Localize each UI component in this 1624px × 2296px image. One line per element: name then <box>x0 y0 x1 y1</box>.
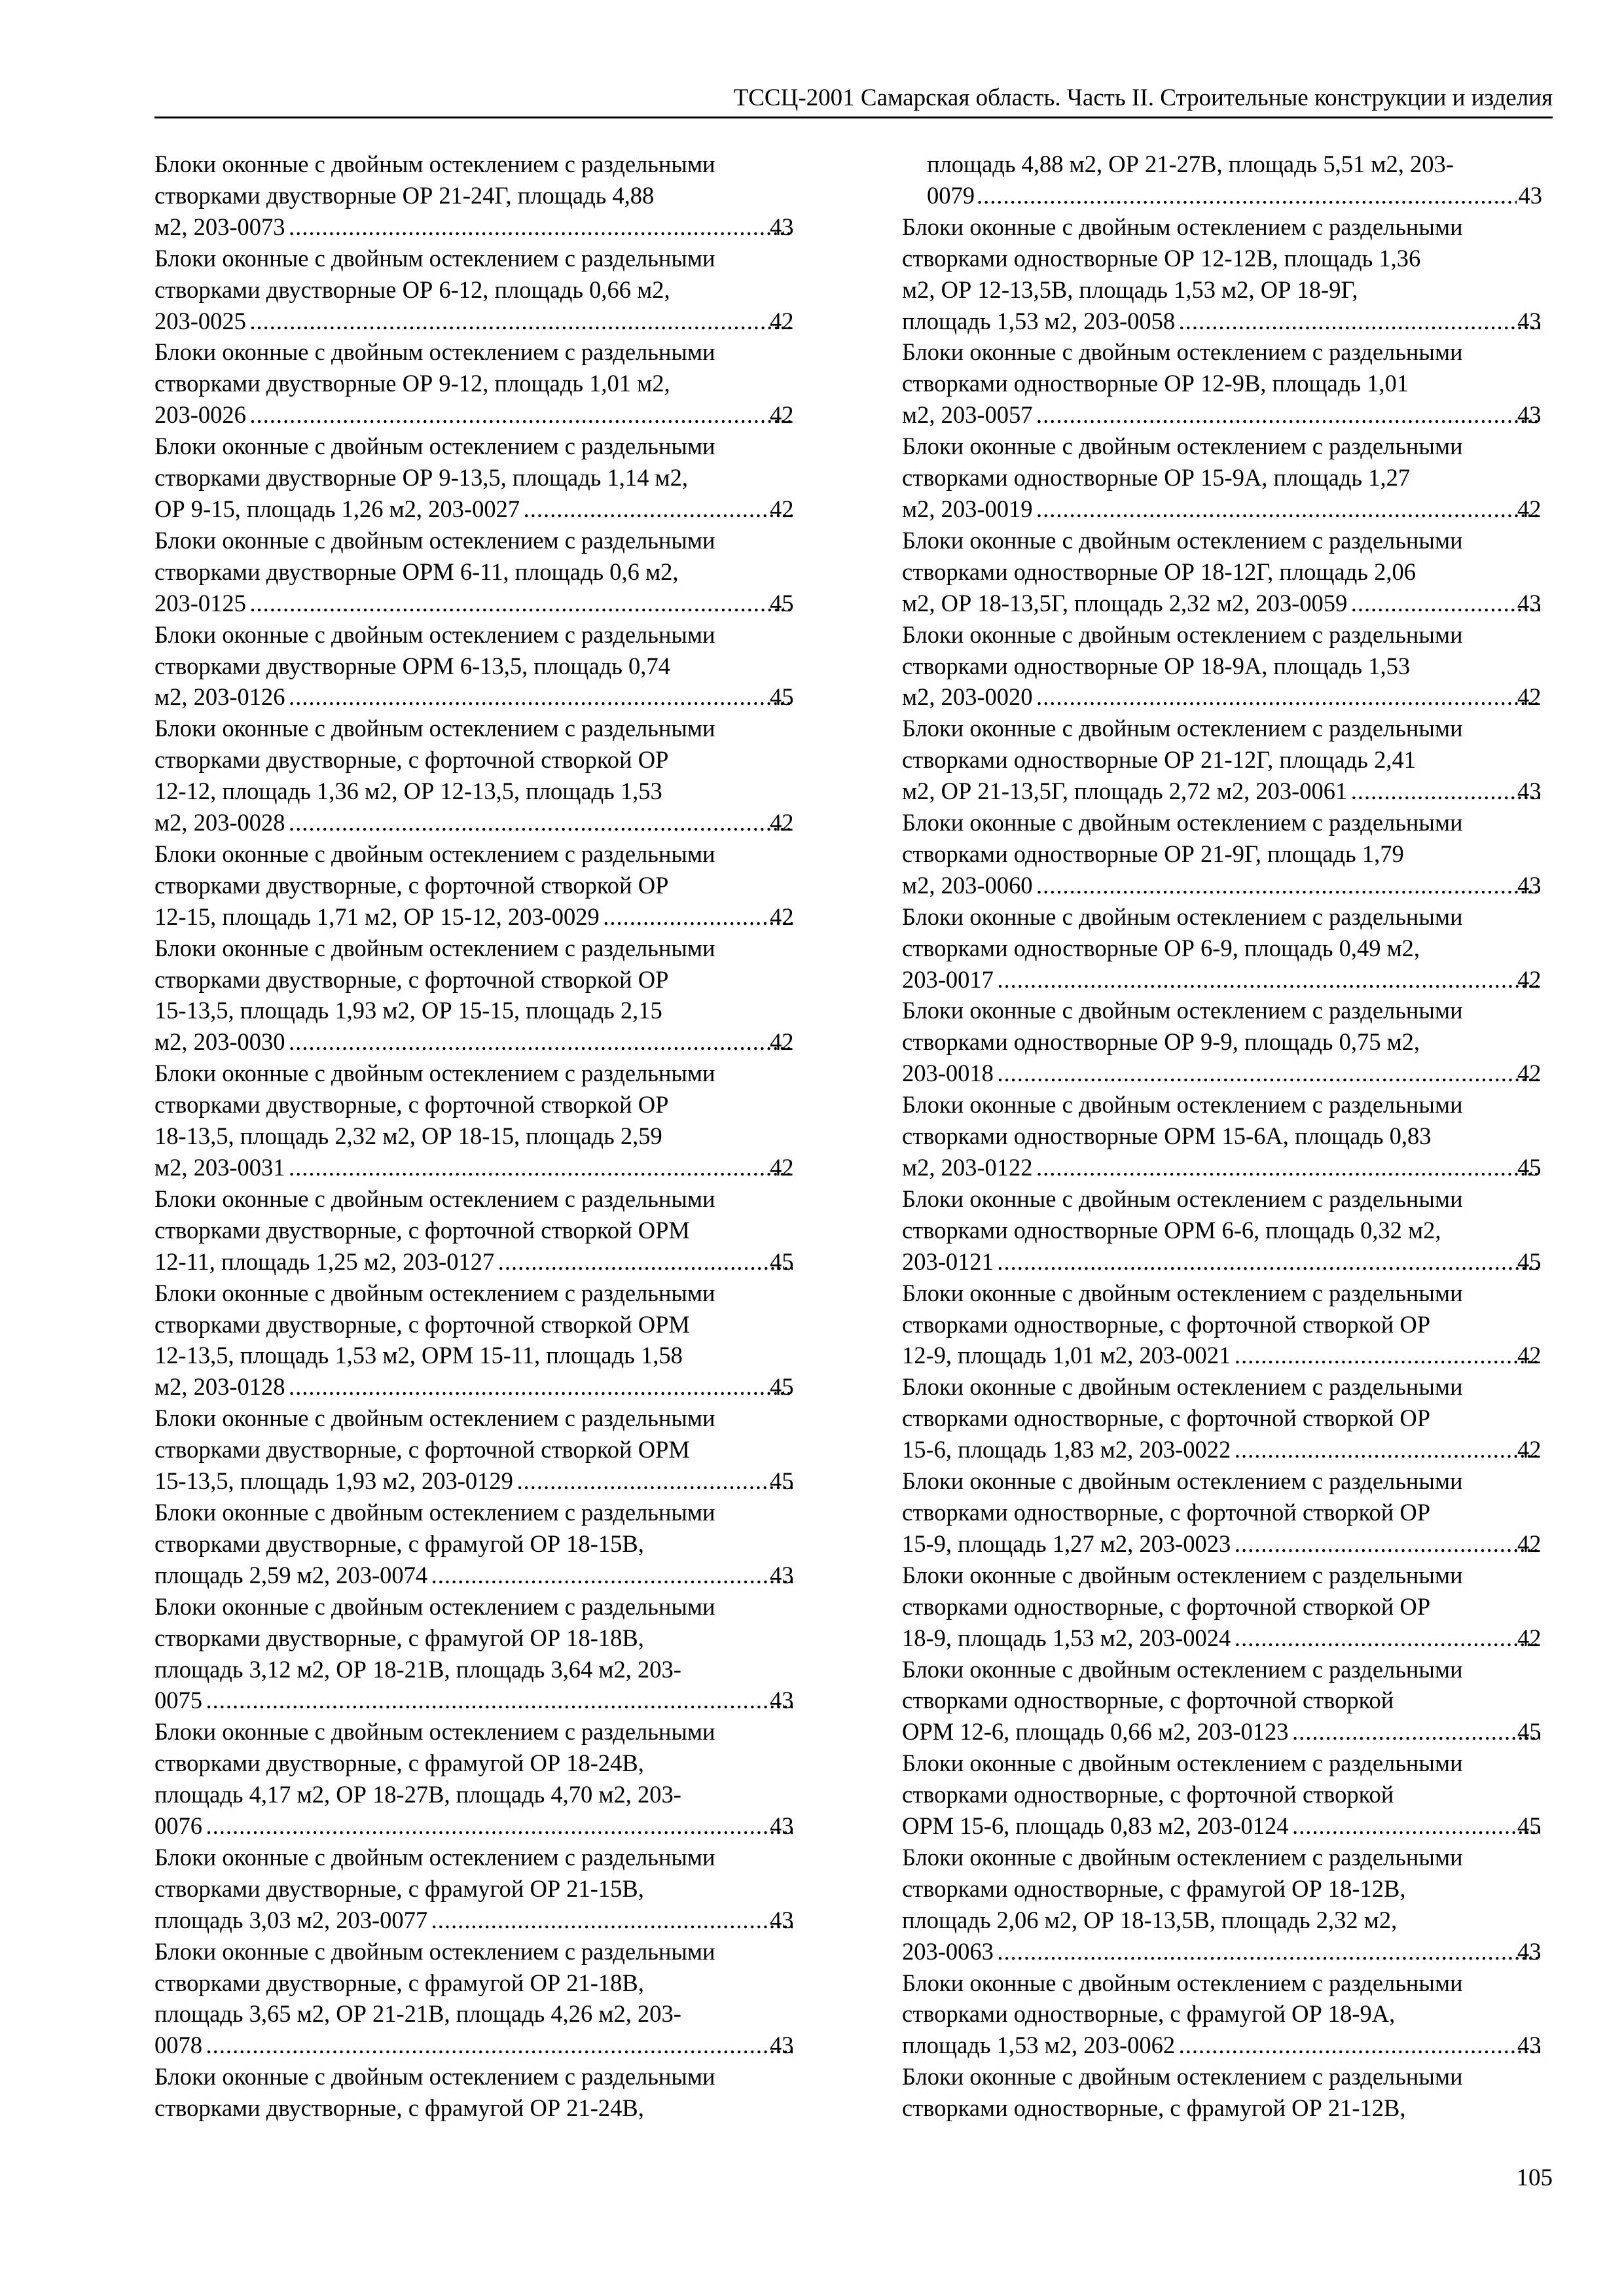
index-entry <box>902 2061 1542 2124</box>
entry-text-line: створками двустворные ОРМ 6-11, площадь 0,6 м2, <box>154 558 679 585</box>
dot-leader <box>515 1465 793 1497</box>
entry-text-line: Блоки оконные с двойным остеклением с раздельными <box>902 1843 1463 1871</box>
entry-text-line: Блоки оконные с двойным остеклением с раздельными <box>902 903 1463 930</box>
entry-text-line: 12-13,5, площадь 1,53 м2, ОРМ 15-11, площадь 1,58 <box>154 1342 683 1369</box>
entry-leader-line: ОРМ 15-6, площадь 0,83 м2, 203-0124 ..... 45 <box>927 1810 1542 1842</box>
entry-leader-line: м2, 203-0019 ..... 42 <box>927 493 1542 525</box>
entry-code-text: 203-0025 <box>154 307 246 334</box>
dot-leader <box>1177 2030 1540 2061</box>
entry-text-line: 18-13,5, площадь 2,32 м2, ОР 18-15, площадь 2,59 <box>154 1122 662 1150</box>
index-entry <box>154 1278 795 1403</box>
entry-text-line: Блоки оконные с двойным остеклением с раздельными <box>154 244 715 272</box>
entry-text-line: створками одностворные ОР 18-9А, площадь 1,53 <box>902 652 1411 679</box>
entry-text-line: створками двустворные ОР 6-12, площадь 0,66 м2, <box>154 276 670 303</box>
index-entry <box>902 901 1542 996</box>
dot-leader <box>429 1905 793 1936</box>
entry-text-line: Блоки оконные с двойным остеклением с раздельными <box>902 2063 1463 2090</box>
entry-code-text: м2, 203-0028 <box>154 809 285 836</box>
page-number: 105 <box>1516 2164 1553 2191</box>
entry-text-line: Блоки оконные с двойным остеклением с раздельными <box>154 2063 715 2090</box>
entry-text-line: створками двустворные, с фрамугой ОР 21-15В, <box>154 1874 644 1902</box>
entry-code-text: м2, 203-0031 <box>154 1154 285 1181</box>
index-entry <box>154 1497 795 1591</box>
entry-text-line: Блоки оконные с двойным остеклением с раздельными <box>154 1592 715 1620</box>
entry-text-line: створками одностворные ОР 21-12Г, площадь 2,41 <box>902 746 1416 774</box>
entry-code-text: 203-0121 <box>902 1247 994 1275</box>
entry-text-line: 12-12, площадь 1,36 м2, ОР 12-13,5, площадь 1,53 <box>154 778 662 805</box>
entry-code-text: м2, 203-0060 <box>902 871 1033 899</box>
index-entry <box>154 1058 795 1183</box>
entry-leader-line: м2, 203-0122 ..... 45 <box>927 1152 1542 1183</box>
entry-text-line: створками одностворные, с форточной створкой ОР <box>902 1592 1431 1620</box>
entry-leader-line: м2, 203-0126 ..... 45 <box>179 681 795 713</box>
entry-text-line: створками одностворные ОР 15-9А, площадь 1,27 <box>902 464 1411 492</box>
entry-text-line: Блоки оконные с двойным остеклением с раздельными <box>902 620 1463 648</box>
dot-leader <box>287 1026 793 1058</box>
entry-leader-line: м2, ОР 21-13,5Г, площадь 2,72 м2, 203-0061 ..... 43 <box>927 776 1542 807</box>
entry-leader-line: 203-0018 ..... 42 <box>927 1058 1542 1089</box>
dot-leader <box>1035 681 1540 713</box>
entry-leader-line: 203-0125 ..... 45 <box>179 588 795 619</box>
index-entry <box>902 431 1542 525</box>
entry-leader-line: 15-13,5, площадь 1,93 м2, 203-0129 ..... 45 <box>179 1465 795 1497</box>
entry-leader-line: 0076 ..... 43 <box>179 1810 795 1842</box>
entry-code-text: 0078 <box>154 2032 202 2059</box>
entry-text-line: створками двустворные ОР 21-24Г, площадь 4,88 <box>154 181 655 209</box>
index-entry <box>902 1560 1542 1654</box>
entry-text-line: Блоки оконные с двойным остеклением с раздельными <box>154 1279 715 1306</box>
index-entry <box>902 807 1542 901</box>
entry-text-line: Блоки оконные с двойным остеклением с раздельными <box>902 338 1463 366</box>
entry-text-line: Блоки оконные с двойным остеклением с раздельными <box>154 1498 715 1526</box>
entry-code-text: 12-15, площадь 1,71 м2, ОР 15-12, 203-0029 <box>154 903 600 930</box>
entry-leader-line: м2, 203-0031 ..... 42 <box>179 1152 795 1183</box>
entry-text-line: створками двустворные ОРМ 6-13,5, площадь 0,74 <box>154 652 670 679</box>
entry-code-text: м2, ОР 18-13,5Г, площадь 2,32 м2, 203-0059 <box>902 589 1348 617</box>
entry-text-line: створками одностворные ОРМ 6-6, площадь 0,32 м2, <box>902 1216 1441 1244</box>
entry-code-text: 0076 <box>154 1812 202 1840</box>
entry-leader-line: 203-0063 ..... 43 <box>927 1936 1542 1967</box>
entry-code-text: площадь 3,03 м2, 203-0077 <box>154 1906 428 1933</box>
entry-code-text: м2, 203-0030 <box>154 1028 285 1056</box>
dot-leader <box>204 2030 793 2061</box>
index-entry <box>902 1465 1542 1560</box>
entry-leader-line: 203-0017 ..... 42 <box>927 964 1542 996</box>
dot-leader <box>204 1810 793 1842</box>
dot-leader <box>1233 1623 1540 1654</box>
index-entry <box>154 933 795 1058</box>
index-entry <box>154 619 795 713</box>
entry-code-text: м2, 203-0073 <box>154 213 285 240</box>
dot-leader <box>996 1246 1540 1278</box>
dot-leader <box>248 399 793 431</box>
dot-leader <box>1035 1152 1540 1183</box>
entry-text-line: Блоки оконные с двойным остеклением с раздельными <box>902 433 1463 460</box>
entry-text-line: Блоки оконные с двойным остеклением с раздельными <box>902 1561 1463 1588</box>
entry-text-line: Блоки оконные с двойным остеклением с раздельными <box>902 213 1463 240</box>
entry-leader-line: 15-9, площадь 1,27 м2, 203-0023 ..... 42 <box>927 1528 1542 1560</box>
index-entry <box>154 149 795 243</box>
entry-leader-line: м2, 203-0128 ..... 45 <box>179 1371 795 1403</box>
entry-code-text: 203-0026 <box>154 401 246 429</box>
index-column-left <box>154 149 795 2124</box>
entry-text-line: створками двустворные, с форточной створкой ОРМ <box>154 1436 690 1463</box>
entry-text-line: Блоки оконные с двойным остеклением с раздельными <box>154 1185 715 1212</box>
entry-text-line: створками одностворные, с форточной створкой ОР <box>902 1498 1431 1526</box>
entry-leader-line: 203-0121 ..... 45 <box>927 1246 1542 1278</box>
entry-code-text: м2, 203-0020 <box>902 683 1033 711</box>
entry-text-line: площадь 4,88 м2, ОР 21-27В, площадь 5,51 м2, 203- <box>927 151 1454 177</box>
index-entry <box>902 1371 1542 1465</box>
entry-code-text: ОР 9-15, площадь 1,26 м2, 203-0027 <box>154 495 520 522</box>
entry-leader-line: площадь 1,53 м2, 203-0058 ..... 43 <box>927 306 1542 337</box>
entry-leader-line: 203-0025 ..... 42 <box>179 306 795 337</box>
entry-leader-line: м2, ОР 18-13,5Г, площадь 2,32 м2, 203-0059 ..... 43 <box>927 588 1542 619</box>
entry-code-text: площадь 1,53 м2, 203-0058 <box>902 307 1176 334</box>
entry-leader-line: м2, 203-0030 ..... 42 <box>179 1026 795 1058</box>
entry-leader-line: площадь 2,59 м2, 203-0074 ..... 43 <box>179 1560 795 1591</box>
dot-leader <box>1177 306 1540 337</box>
dot-leader <box>1035 399 1540 431</box>
entry-leader-line: м2, 203-0073 ..... 43 <box>179 211 795 243</box>
dot-leader <box>602 901 793 933</box>
entry-code-text: ОРМ 12-6, площадь 0,66 м2, 203-0123 <box>902 1718 1289 1746</box>
entry-text-line: створками двустворные, с фрамугой ОР 18-24В, <box>154 1749 644 1777</box>
entry-text-line: Блоки оконные с двойным остеклением с раздельными <box>154 526 715 554</box>
index-entry <box>902 211 1542 337</box>
dot-leader <box>287 807 793 838</box>
dot-leader <box>1035 493 1540 525</box>
entry-text-line: Блоки оконные с двойным остеклением с раздельными <box>902 526 1463 554</box>
entry-text-line: створками одностворные, с форточной створкой <box>902 1781 1394 1808</box>
entry-text-line: створками одностворные ОР 21-9Г, площадь 1,79 <box>902 840 1404 867</box>
index-entry <box>902 1654 1542 1748</box>
entry-code-text: м2, 203-0128 <box>154 1373 285 1401</box>
dot-leader <box>287 211 793 243</box>
index-entry <box>154 713 795 838</box>
entry-text-line: створками одностворные ОР 6-9, площадь 0,49 м2, <box>902 934 1420 961</box>
index-entry <box>154 1936 795 2062</box>
entry-text-line: площадь 2,06 м2, ОР 18-13,5В, площадь 2,32 м2, <box>902 1906 1398 1933</box>
index-entry <box>902 525 1542 619</box>
entry-leader-line: м2, 203-0020 ..... 42 <box>927 681 1542 713</box>
entry-text-line: Блоки оконные с двойным остеклением с раздельными <box>902 1373 1463 1401</box>
index-entry <box>154 1842 795 1936</box>
entry-text-line: створками одностворные, с форточной створкой <box>902 1687 1394 1714</box>
entry-text-line: Блоки оконные с двойным остеклением с раздельными <box>154 1405 715 1432</box>
index-entry <box>154 243 795 337</box>
entry-leader-line: 0075 ..... 43 <box>179 1685 795 1716</box>
entry-text-line: Блоки оконные с двойным остеклением с раздельными <box>902 1969 1463 1996</box>
entry-text-line: Блоки оконные с двойным остеклением с раздельными <box>154 338 715 366</box>
index-entry <box>154 838 795 933</box>
dot-leader <box>287 1152 793 1183</box>
entry-text-line: створками двустворные, с форточной створкой ОРМ <box>154 1216 690 1244</box>
entry-text-line: Блоки оконные с двойным остеклением с раздельными <box>902 809 1463 836</box>
entry-leader-line: ОРМ 12-6, площадь 0,66 м2, 203-0123 ..... 45 <box>927 1716 1542 1748</box>
index-entry <box>902 1967 1542 2062</box>
entry-text-line: Блоки оконные с двойным остеклением с раздельными <box>902 715 1463 742</box>
entry-text-line: створками двустворные, с фрамугой ОР 21-24В, <box>154 2094 644 2122</box>
entry-code-text: м2, 203-0019 <box>902 495 1033 522</box>
entry-leader-line: 12-9, площадь 1,01 м2, 203-0021 ..... 42 <box>927 1340 1542 1371</box>
entry-text-line: створками двустворные, с форточной створкой ОР <box>154 746 669 774</box>
index-entry <box>902 1089 1542 1183</box>
dot-leader <box>996 964 1540 996</box>
dot-leader <box>1035 870 1540 901</box>
index-entry <box>154 2061 795 2124</box>
entry-code-text: 15-9, площадь 1,27 м2, 203-0023 <box>902 1530 1231 1557</box>
entry-text-line: Блоки оконные с двойным остеклением с раздельными <box>154 1718 715 1746</box>
index-entry <box>154 525 795 619</box>
entry-leader-line: м2, 203-0028 ..... 42 <box>179 807 795 838</box>
entry-code-text: 203-0063 <box>902 1937 994 1965</box>
entry-text-line: Блоки оконные с двойным остеклением с раздельными <box>902 1655 1463 1683</box>
index-entry <box>902 1278 1542 1372</box>
entry-text-line: створками двустворные ОР 9-12, площадь 1,01 м2, <box>154 370 670 397</box>
dot-leader <box>1349 776 1540 807</box>
dot-leader <box>1233 1340 1540 1371</box>
entry-text-line: створками двустворные, с фрамугой ОР 21-18В, <box>154 1969 644 1996</box>
entry-code-text: 203-0125 <box>154 589 246 617</box>
index-entry <box>154 431 795 525</box>
entry-text-line: Блоки оконные с двойным остеклением с раздельными <box>154 433 715 460</box>
entry-text-line: Блоки оконные с двойным остеклением с раздельными <box>154 1843 715 1871</box>
index-entry <box>902 713 1542 807</box>
entry-code-text: м2, 203-0122 <box>902 1154 1033 1181</box>
entry-text-line: створками одностворные ОР 12-9В, площадь 1,01 <box>902 370 1409 397</box>
entry-text-line: Блоки оконные с двойным остеклением с раздельными <box>902 1467 1463 1495</box>
entry-leader-line: 15-6, площадь 1,83 м2, 203-0022 ..... 42 <box>927 1434 1542 1465</box>
entry-code-text: м2, 203-0126 <box>154 683 285 711</box>
entry-text-line: створками двустворные, с форточной створкой ОРМ <box>154 1310 690 1338</box>
entry-code-text: 12-11, площадь 1,25 м2, 203-0127 <box>154 1247 495 1275</box>
index-entry <box>902 995 1542 1089</box>
running-header: ТССЦ-2001 Самарская область. Часть II. Строительные конструкции и изделия <box>733 84 1553 111</box>
index-entry <box>902 149 1542 211</box>
index-column-right <box>902 149 1542 2124</box>
entry-code-text: м2, ОР 21-13,5Г, площадь 2,72 м2, 203-0061 <box>902 778 1348 805</box>
index-entry <box>154 1716 795 1842</box>
entry-leader-line: 12-11, площадь 1,25 м2, 203-0127 ..... 45 <box>179 1246 795 1278</box>
entry-code-text: 15-13,5, площадь 1,93 м2, 203-0129 <box>154 1467 513 1495</box>
entry-text-line: Блоки оконные с двойным остеклением с раздельными <box>902 1185 1463 1212</box>
dot-leader <box>977 180 1517 211</box>
entry-text-line: створками одностворные, с фрамугой ОР 18-12В, <box>902 1874 1406 1902</box>
index-entry <box>902 1842 1542 1967</box>
dot-leader <box>1233 1434 1540 1465</box>
entry-leader-line: 18-9, площадь 1,53 м2, 203-0024 ..... 42 <box>927 1623 1542 1654</box>
entry-text-line: створками двустворные, с форточной створкой ОР <box>154 871 669 899</box>
index-entry <box>154 336 795 431</box>
dot-leader <box>248 306 793 337</box>
entry-code-text: 12-9, площадь 1,01 м2, 203-0021 <box>902 1342 1231 1369</box>
dot-leader <box>996 1058 1540 1089</box>
entry-code-text: площадь 1,53 м2, 203-0062 <box>902 2032 1176 2059</box>
entry-text-line: Блоки оконные с двойным остеклением с раздельными <box>154 1060 715 1087</box>
entry-code-text: 203-0017 <box>902 965 994 993</box>
dot-leader <box>429 1560 793 1591</box>
entry-text-line: Блоки оконные с двойным остеклением с раздельными <box>154 620 715 648</box>
dot-leader <box>204 1685 793 1716</box>
dot-leader <box>1233 1528 1540 1560</box>
entry-code-text: 0079 <box>927 181 975 209</box>
dot-leader <box>1291 1716 1540 1748</box>
entry-text-line: створками двустворные, с фрамугой ОР 18-18В, <box>154 1624 644 1651</box>
entry-text-line: Блоки оконные с двойным остеклением с раздельными <box>902 1279 1463 1306</box>
index-entry <box>902 1183 1542 1278</box>
index-entry <box>902 619 1542 713</box>
entry-text-line: 15-13,5, площадь 1,93 м2, ОР 15-15, площадь 2,15 <box>154 997 662 1024</box>
entry-code-text: м2, 203-0057 <box>902 401 1033 429</box>
entry-text-line: Блоки оконные с двойным остеклением с раздельными <box>154 715 715 742</box>
entry-text-line: Блоки оконные с двойным остеклением с раздельными <box>154 934 715 961</box>
dot-leader <box>996 1936 1540 1967</box>
entry-text-line: створками двустворные, с фрамугой ОР 18-15В, <box>154 1530 644 1557</box>
dot-leader <box>248 588 793 619</box>
entry-text-line: Блоки оконные с двойным остеклением с раздельными <box>902 997 1463 1024</box>
dot-leader <box>1291 1810 1540 1842</box>
entry-leader-line: м2, 203-0057 ..... 43 <box>927 399 1542 431</box>
entry-leader-line: 0078 ..... 43 <box>179 2030 795 2061</box>
index-entry <box>902 336 1542 431</box>
entry-text-line: створками двустворные, с форточной створкой ОР <box>154 1091 669 1119</box>
index-entry <box>154 1183 795 1278</box>
entry-text-line: створками одностворные ОР 9-9, площадь 0,75 м2, <box>902 1028 1420 1056</box>
entry-text-line: створками одностворные, с фрамугой ОР 21-12В, <box>902 2094 1406 2122</box>
index-entry <box>154 1591 795 1717</box>
entry-text-line: створками одностворные, с форточной створкой ОР <box>902 1405 1431 1432</box>
entry-code-text: 0075 <box>154 1687 202 1714</box>
entry-text-line: Блоки оконные с двойным остеклением с раздельными <box>902 1091 1463 1119</box>
entry-text-line: створками одностворные ОР 12-12В, площадь 1,36 <box>902 244 1421 272</box>
dot-leader <box>496 1246 793 1278</box>
entry-leader-line <box>927 180 1542 211</box>
index-entry <box>902 1748 1542 1842</box>
dot-leader <box>522 493 793 525</box>
entry-page-ref: 43 <box>1518 181 1542 209</box>
entry-code-text: 203-0018 <box>902 1060 994 1087</box>
entry-text-line: створками одностворные ОР 18-12Г, площадь 2,06 <box>902 558 1416 585</box>
dot-leader <box>287 1371 793 1403</box>
entry-text-line: Блоки оконные с двойным остеклением с раздельными <box>154 1937 715 1965</box>
entry-text-line: площадь 3,65 м2, ОР 21-21В, площадь 4,26 м2, 203- <box>154 2000 681 2028</box>
entry-text-line: Блоки оконные с двойным остеклением с раздельными <box>902 1749 1463 1777</box>
entry-leader-line: м2, 203-0060 ..... 43 <box>927 870 1542 901</box>
entry-text-line: площадь 4,17 м2, ОР 18-27В, площадь 4,70 м2, 203- <box>154 1781 681 1808</box>
entry-leader-line: площадь 3,03 м2, 203-0077 ..... 43 <box>179 1905 795 1936</box>
entry-code-text: 18-9, площадь 1,53 м2, 203-0024 <box>902 1624 1231 1651</box>
entry-text-line: створками двустворные ОР 9-13,5, площадь 1,14 м2, <box>154 464 689 492</box>
entry-leader-line: 203-0026 ..... 42 <box>179 399 795 431</box>
entry-text-line: площадь 3,12 м2, ОР 18-21В, площадь 3,64 м2, 203- <box>154 1655 681 1683</box>
entry-text-line: створками одностворные ОРМ 15-6А, площадь 0,83 <box>902 1122 1432 1150</box>
entry-code-text: ОРМ 15-6, площадь 0,83 м2, 203-0124 <box>902 1812 1289 1840</box>
entry-text-line: створками одностворные, с фрамугой ОР 18-9А, <box>902 2000 1396 2028</box>
entry-text-line: створками одностворные, с форточной створкой ОР <box>902 1310 1431 1338</box>
entry-code-text: 15-6, площадь 1,83 м2, 203-0022 <box>902 1436 1231 1463</box>
entry-leader-line: ОР 9-15, площадь 1,26 м2, 203-0027 ..... 42 <box>179 493 795 525</box>
dot-leader <box>1349 588 1540 619</box>
entry-text-line: створками двустворные, с форточной створкой ОР <box>154 965 669 993</box>
entry-text-line: м2, ОР 12-13,5В, площадь 1,53 м2, ОР 18-9Г, <box>902 276 1358 303</box>
entry-text-line: Блоки оконные с двойным остеклением с раздельными <box>154 151 715 177</box>
index-entry <box>154 1403 795 1497</box>
dot-leader <box>287 681 793 713</box>
entry-text-line: Блоки оконные с двойным остеклением с раздельными <box>154 840 715 867</box>
entry-leader-line: площадь 1,53 м2, 203-0062 ..... 43 <box>927 2030 1542 2061</box>
header-rule <box>154 117 1553 118</box>
entry-leader-line: 12-15, площадь 1,71 м2, ОР 15-12, 203-0029 ..... 42 <box>179 901 795 933</box>
entry-code-text: площадь 2,59 м2, 203-0074 <box>154 1561 428 1588</box>
